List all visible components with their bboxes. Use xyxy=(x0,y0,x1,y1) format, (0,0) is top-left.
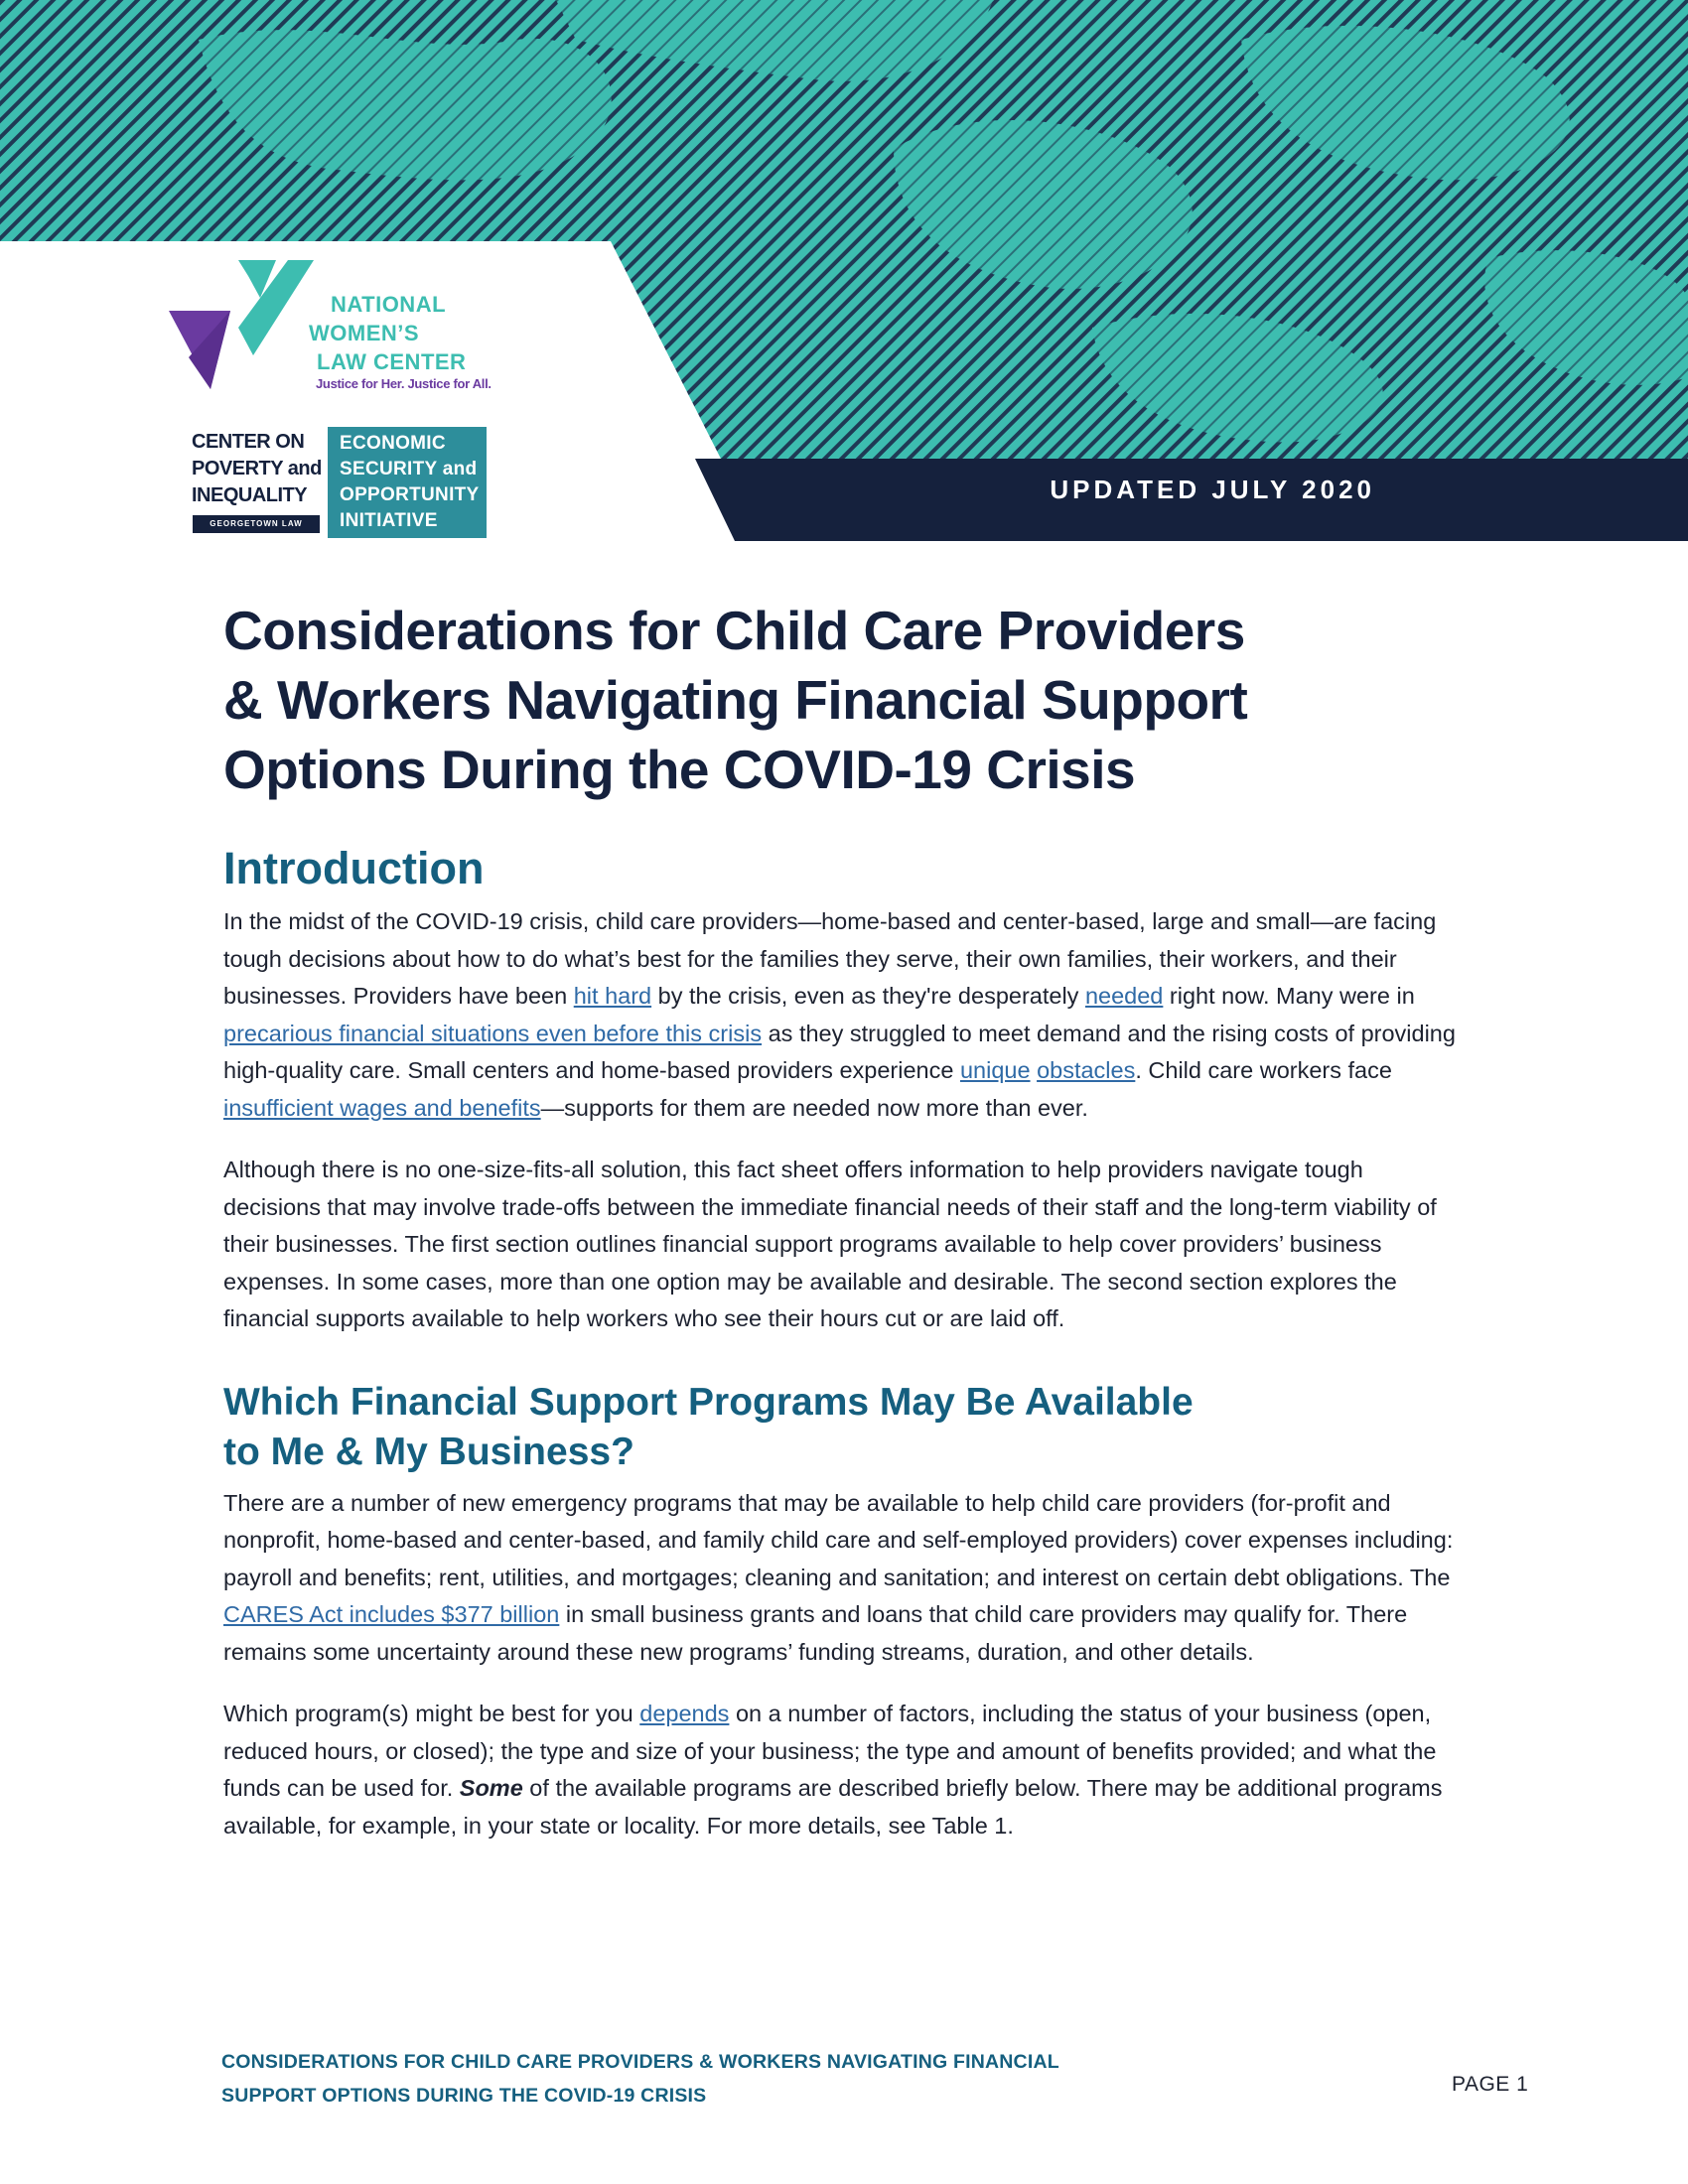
programs-p2-text-1: Which program(s) might be best for you xyxy=(223,1701,640,1726)
esoi-logo-line2: SECURITY and xyxy=(340,459,478,479)
footer-line1: CONSIDERATIONS FOR CHILD CARE PROVIDERS & WORKERS NAVIGATING FINANCIAL xyxy=(221,2051,1059,2073)
page-number: PAGE 1 xyxy=(1452,2073,1529,2096)
link-depends[interactable]: depends xyxy=(639,1701,730,1726)
intro-paragraph-1 xyxy=(223,903,1465,1127)
nwlc-logo-line2: WOMEN’S xyxy=(309,321,420,345)
intro-p1-text-3: right now. Many were in xyxy=(1163,983,1415,1009)
cpi-logo-line3: INEQUALITY xyxy=(192,484,308,506)
programs-p2-text-3: of the available programs are described briefly below. There may be additional programs available, for example, in your state or locality. For more details, see Table 1. xyxy=(223,1775,1443,1839)
programs-p2-emphasis: Some xyxy=(459,1775,523,1801)
nwlc-logo-text xyxy=(309,290,467,376)
link-precarious-financial[interactable]: precarious financial situations even before this crisis xyxy=(223,1020,763,1046)
footer-line2: SUPPORT OPTIONS DURING THE COVID-19 CRISIS xyxy=(221,2085,707,2107)
intro-p1-text-6: . Child care workers face xyxy=(1135,1057,1392,1083)
link-hit-hard[interactable]: hit hard xyxy=(573,983,652,1009)
link-needed[interactable]: needed xyxy=(1084,983,1164,1009)
link-insufficient-wages[interactable]: insufficient wages and benefits xyxy=(223,1094,541,1121)
link-cares-act[interactable]: CARES Act includes $377 billion xyxy=(223,1601,560,1627)
programs-p1-text-2: in small business grants and loans that child care providers may qualify for. There remains some uncertainty around these new programs’ funding streams, duration, and other details. xyxy=(223,1601,1408,1665)
link-unique[interactable]: unique xyxy=(959,1057,1031,1083)
intro-heading: Introduction xyxy=(223,843,485,893)
programs-paragraph-1 xyxy=(223,1485,1465,1672)
intro-p1-text-1: In the midst of the COVID-19 crisis, child care providers—home-based and center-based, large and small—are facing tough decisions about how to do what’s best for the families they serve, their own families, their workers, and their businesses. Providers have been xyxy=(223,908,1437,1009)
nwlc-logo-line3: LAW CENTER xyxy=(317,349,467,374)
page-title xyxy=(223,596,1465,804)
esoi-logo-line1: ECONOMIC xyxy=(340,433,446,454)
cpi-logo-line1: CENTER ON xyxy=(192,431,305,453)
programs-heading-line2: to Me & My Business? xyxy=(223,1430,634,1473)
programs-heading-line1: Which Financial Support Programs May Be Available xyxy=(223,1380,1194,1424)
intro-p1-text-7: —supports for them are needed now more than ever. xyxy=(540,1094,1088,1121)
intro-p1-text-2: by the crisis, even as they're desperately xyxy=(651,983,1085,1009)
title-line1: Considerations for Child Care Providers xyxy=(223,600,1245,661)
esoi-logo xyxy=(328,427,487,538)
nwlc-tagline: Justice for Her. Justice for All. xyxy=(316,376,492,391)
link-obstacles[interactable]: obstacles xyxy=(1037,1057,1136,1083)
georgetown-law-label: GEORGETOWN LAW xyxy=(193,515,320,533)
intro-paragraph-2: Although there is no one-size-fits-all solution, this fact sheet offers information to help providers navigate tough decisions that may involve trade-offs between the immediate financial needs of their staff and the long-term viability of their businesses. The first section outlines financial support programs available to help cover providers’ business expenses. In some cases, more than one option may be available and desirable. The second section explores the financial supports available to help workers who see their hours cut or are laid off. xyxy=(223,1157,1437,1331)
programs-p2-text-2: on a number of factors, including the status of your business (open, reduced hours, or closed); the type and size of your business; the type and amount of benefits provided; and what the funds can be used for. xyxy=(223,1701,1437,1801)
cpi-logo-line2: POVERTY and xyxy=(192,458,322,479)
intro-p1-text-4: as they struggled to meet demand and the rising costs of providing high-quality care. Small centers and home-based providers experience xyxy=(223,1020,1456,1083)
nwlc-logo-line1: NATIONAL xyxy=(331,292,447,317)
document-body xyxy=(223,596,1465,1844)
cpi-logo xyxy=(192,429,322,509)
programs-paragraph-2 xyxy=(223,1696,1465,1844)
title-line3: Options During the COVID-19 Crisis xyxy=(223,739,1136,800)
updated-date: UPDATED JULY 2020 xyxy=(1050,475,1375,504)
esoi-logo-line4: INITIATIVE xyxy=(340,510,438,531)
footer-title xyxy=(221,2045,1059,2113)
programs-p1-text-1: There are a number of new emergency programs that may be available to help child care providers (for-profit and nonprofit, home-based and center-based, and family child care and self-employed providers) cover expenses including: payroll and benefits; rent, utilities, and mortgages; cleaning and sanitation; and interest on certain debt obligations. The xyxy=(223,1489,1454,1590)
esoi-logo-line3: OPPORTUNITY xyxy=(340,484,480,505)
title-line2: & Workers Navigating Financial Support xyxy=(223,669,1248,731)
programs-heading xyxy=(223,1378,1465,1477)
